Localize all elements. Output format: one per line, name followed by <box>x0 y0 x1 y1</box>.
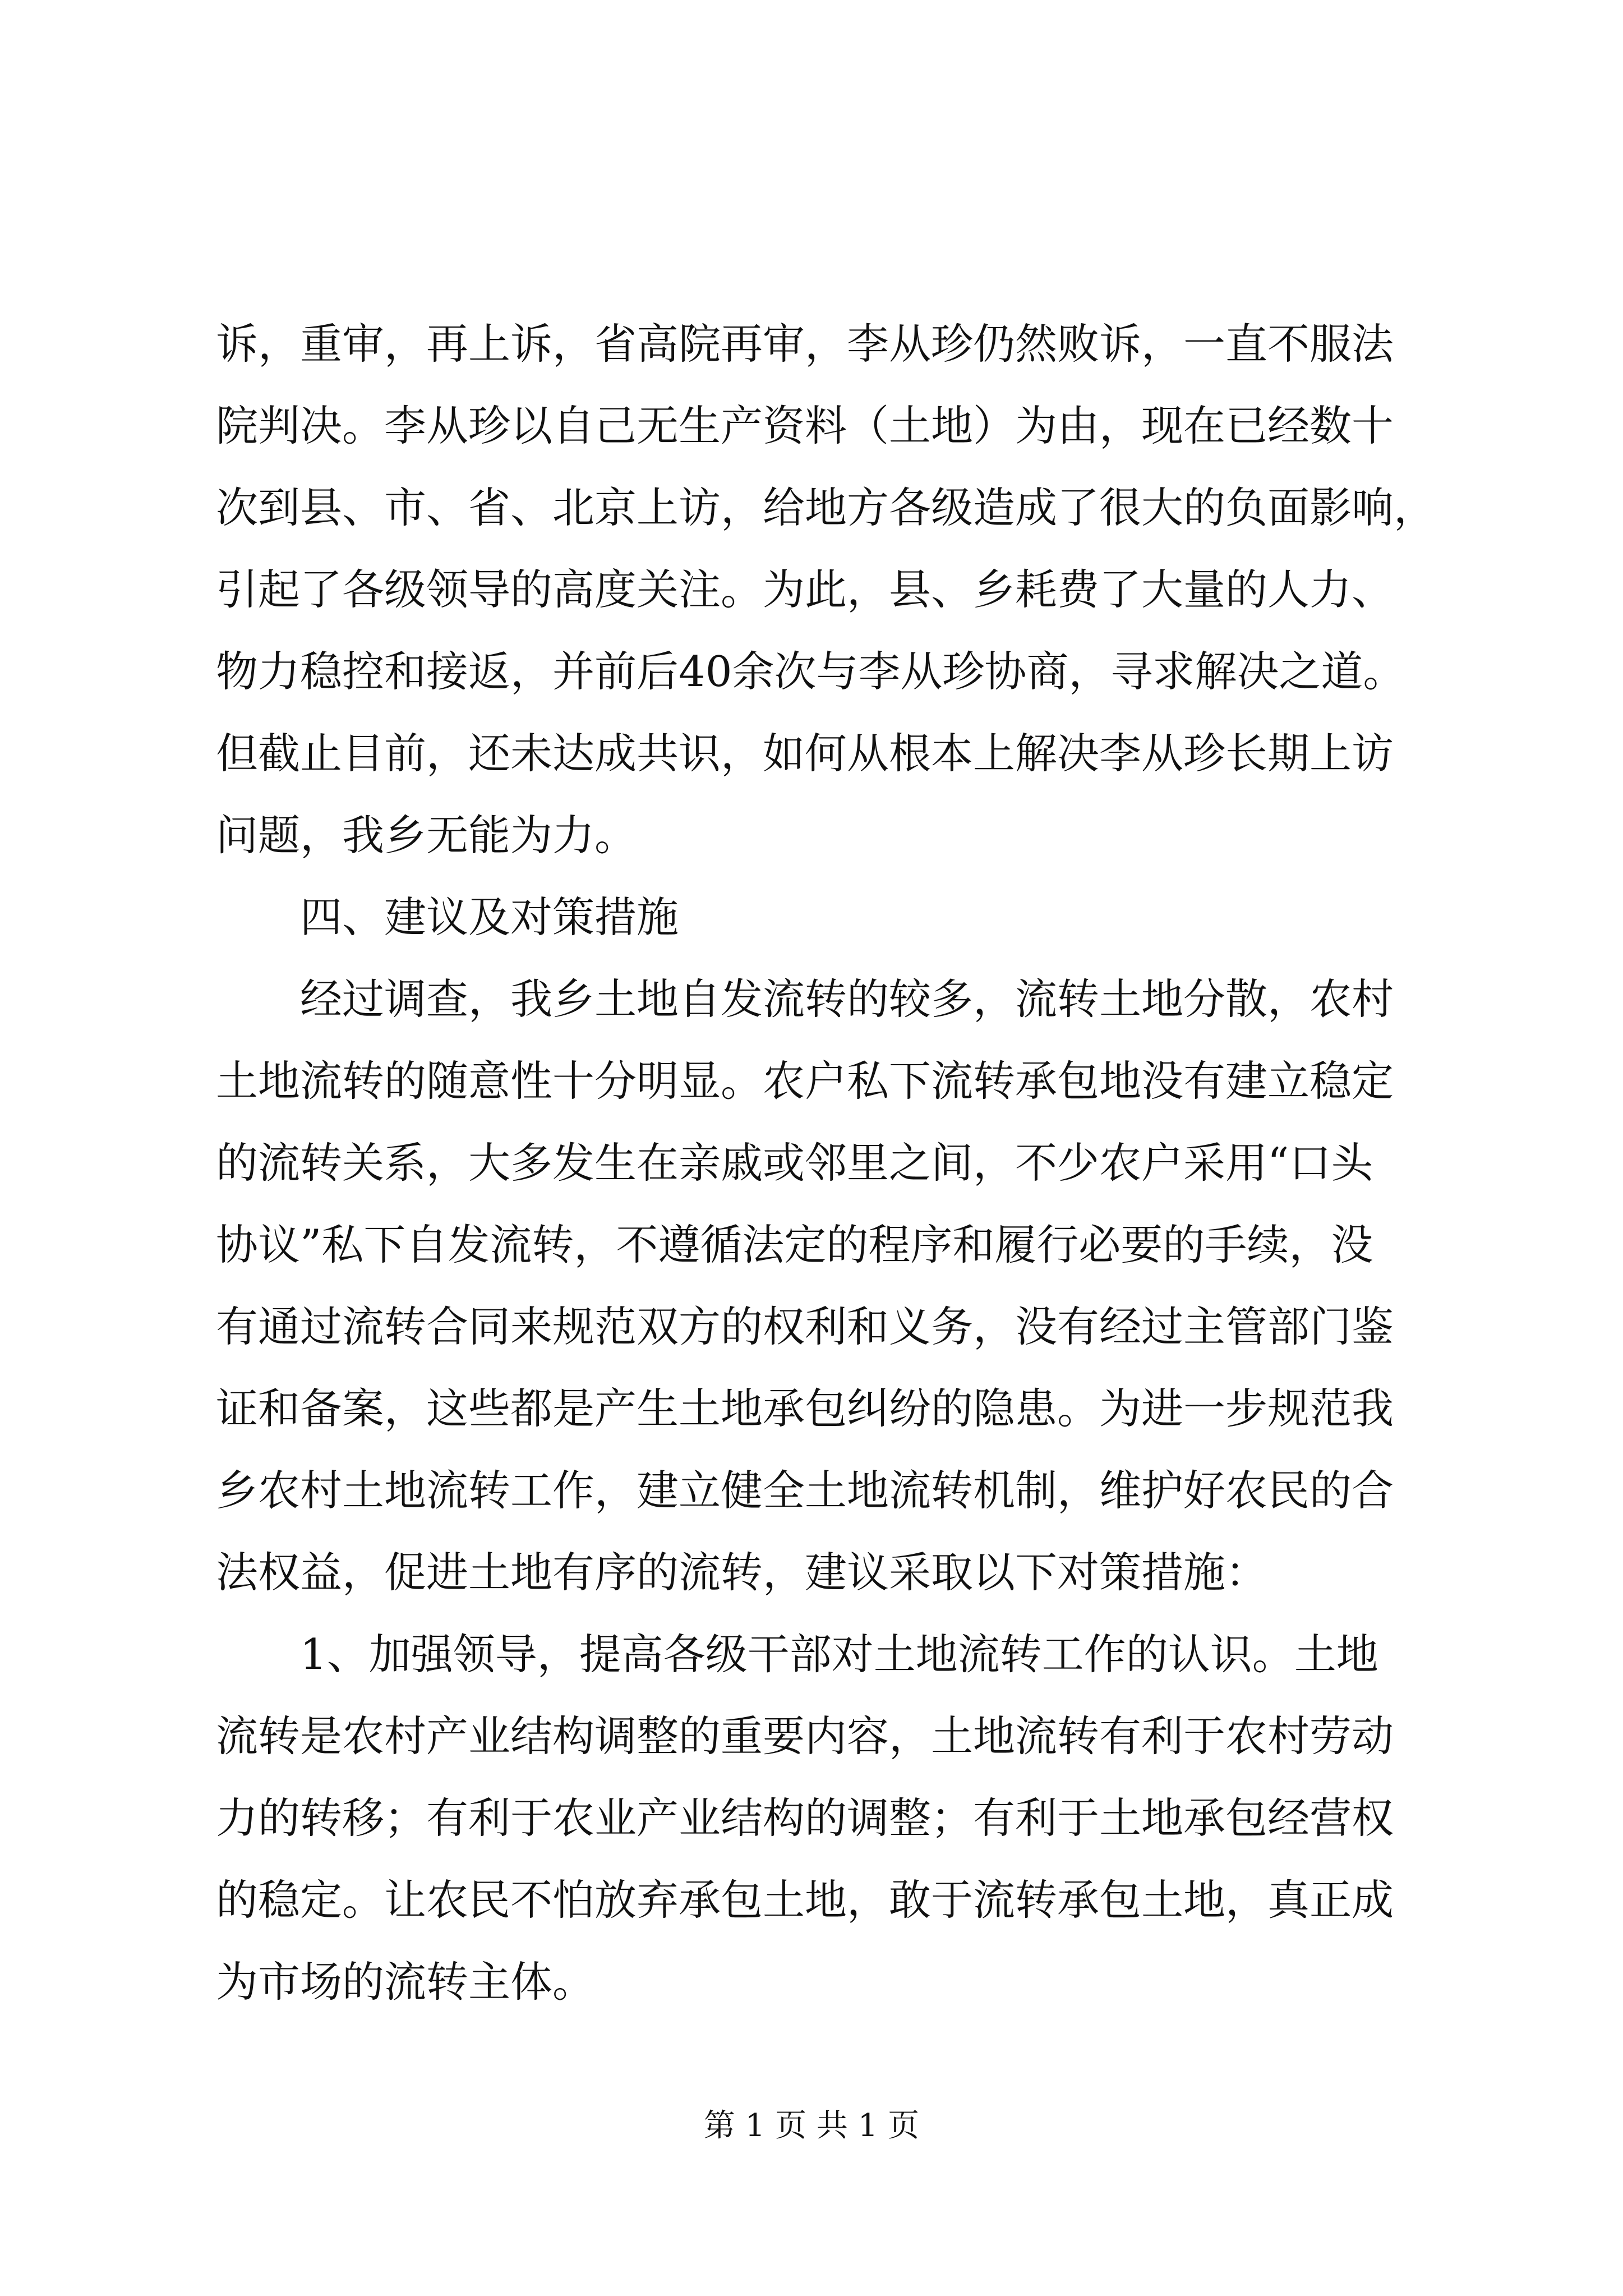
text-line: 协议”私下自发流转，不遵循法定的程序和履行必要的手续，没 <box>216 1220 1373 1269</box>
section-heading: 四、建议及对策措施 <box>300 892 679 942</box>
text-line: 问题，我乡无能为力。 <box>216 811 637 860</box>
text-line: 土地流转的随意性十分明显。农户私下流转承包地没有建立稳定 <box>216 1056 1394 1106</box>
text-line: 法权益，促进土地有序的流转，建议采取以下对策措施： <box>216 1548 1268 1597</box>
text-line: 乡农村土地流转工作，建立健全土地流转机制，维护好农民的合 <box>216 1466 1394 1515</box>
text-line: 有通过流转合同来规范双方的权利和义务，没有经过主管部门鉴 <box>216 1302 1394 1351</box>
text-line: 物力稳控和接返，并前后40余次与李从珍协商，寻求解决之道。 <box>216 647 1405 696</box>
text-line: 流转是农村产业结构调整的重要内容，土地流转有利于农村劳动 <box>216 1711 1394 1761</box>
text-line: 引起了各级领导的高度关注。为此，县、乡耗费了大量的人力、 <box>216 565 1394 614</box>
paragraph-start-line: 经过调查，我乡土地自发流转的较多，流转土地分散，农村 <box>300 974 1394 1024</box>
text-line: 为市场的流转主体。 <box>216 1957 595 2007</box>
numbered-item-line: 1、加强领导，提高各级干部对土地流转工作的认识。土地 <box>300 1630 1378 1679</box>
text-line: 诉，重审，再上诉，省高院再审，李从珍仍然败诉，一直不服法 <box>216 319 1394 369</box>
text-line: 的流转关系，大多发生在亲戚或邻里之间，不少农户采用“口头 <box>216 1138 1373 1188</box>
text-line: 院判决。李从珍以自己无生产资料（土地）为由，现在已经数十 <box>216 401 1394 450</box>
text-line: 但截止目前，还未达成共识，如何从根本上解决李从珍长期上访 <box>216 729 1394 778</box>
text-line: 次到县、市、省、北京上访，给地方各级造成了很大的负面影响， <box>216 483 1436 532</box>
page-footer <box>0 2106 1623 2146</box>
document-body <box>216 303 1436 2023</box>
page-number-label: 第 1 页 共 1 页 <box>703 2108 920 2144</box>
text-line: 的稳定。让农民不怕放弃承包土地，敢于流转承包土地，真正成 <box>216 1875 1394 1925</box>
text-line: 证和备案，这些都是产生土地承包纠纷的隐患。为进一步规范我 <box>216 1384 1394 1433</box>
text-line: 力的转移；有利于农业产业结构的调整；有利于土地承包经营权 <box>216 1793 1394 1843</box>
